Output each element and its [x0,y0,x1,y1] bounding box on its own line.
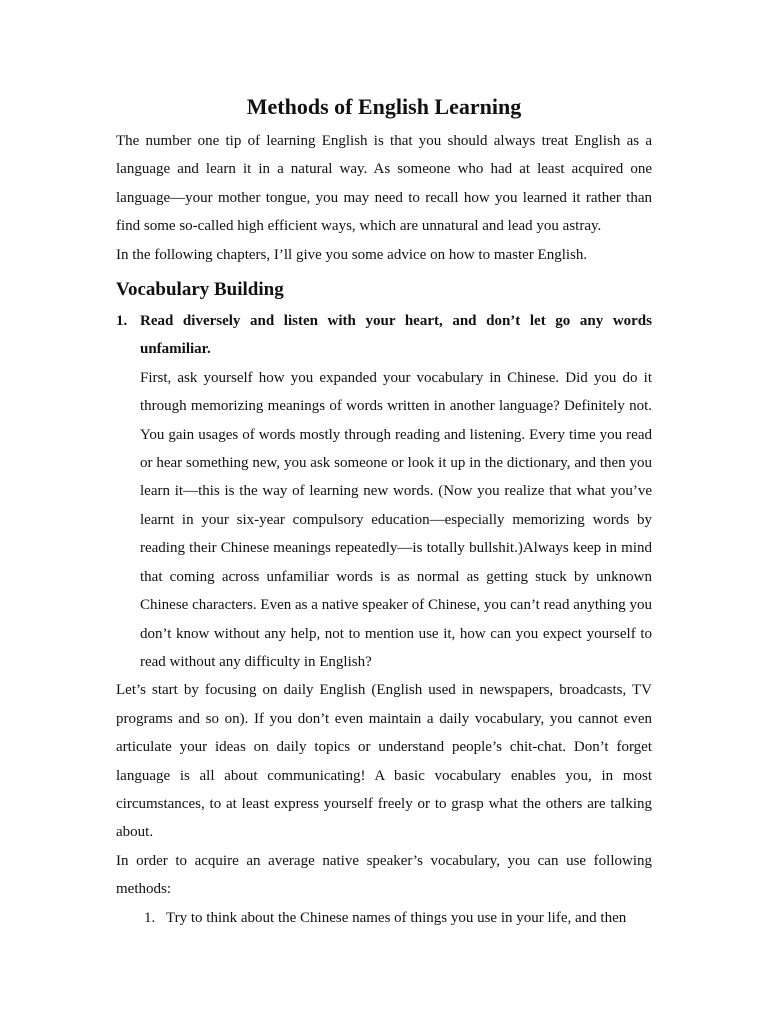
document-page [116,92,652,932]
numbered-item-1 [116,307,652,676]
paragraph-daily-english: Let’s start by focusing on daily English (English used in newspapers, broadcasts, TV programs and so on). If you don’t even maintain a daily vocabulary, you cannot even articulate your ideas on daily topics or understand people’s chit-chat. Don’t forget language is all about communicating! A basic vocabulary enables you, in most circumstances, to at least express yourself freely or to grasp what the others are talking about. [116,682,652,841]
sub-item-content [166,904,652,932]
intro-paragraph-2: In the following chapters, I’ll give you some advice on how to master English. [116,246,588,263]
item-body: First, ask yourself how you expanded your vocabulary in Chinese. Did you do it through memorizing meanings of words written in another language? Definitely not. You gain usages of words mostly through reading and listening. Every time you read or hear something new, you ask someone or look it up in the dictionary, and then you learn it—this is the way of learning new words. (Now you realize that what you’ve learnt in your six-year compulsory education—especially memorizing words by reading their Chinese meanings repeatedly—is totally bullshit.)Always keep in mind that coming across unfamiliar words is as normal as getting stuck by unknown Chinese characters. Even as a native speaker of Chinese, you can’t read anything you don’t know without any help, not to mention use it, how can you expect yourself to read without any difficulty in English? [140,369,652,670]
sub-numbered-item-1 [116,904,652,932]
intro-paragraph-1: The number one tip of learning English is that you should always treat English as a language and learn it in a natural way. As someone who had at least acquired one language—your mother tongue, you may need to recall how you learned it rather than find some so-called high efficient ways, which are unnatural and lead you astray. [116,133,652,235]
document-title: Methods of English Learning [246,94,522,119]
item-title: Read diversely and listen with your heart, and don’t let go any words unfamiliar. [140,313,652,358]
item-content [140,307,652,676]
paragraph-methods: In order to acquire an average native speaker’s vocabulary, you can use following methods: [116,852,652,898]
item-number: 1. [116,313,128,330]
section-heading-vocabulary-building: Vocabulary Building [116,279,284,301]
sub-item-text: Try to think about the Chinese names of things you use in your life, and then [166,909,627,926]
sub-item-number: 1. [144,909,156,926]
